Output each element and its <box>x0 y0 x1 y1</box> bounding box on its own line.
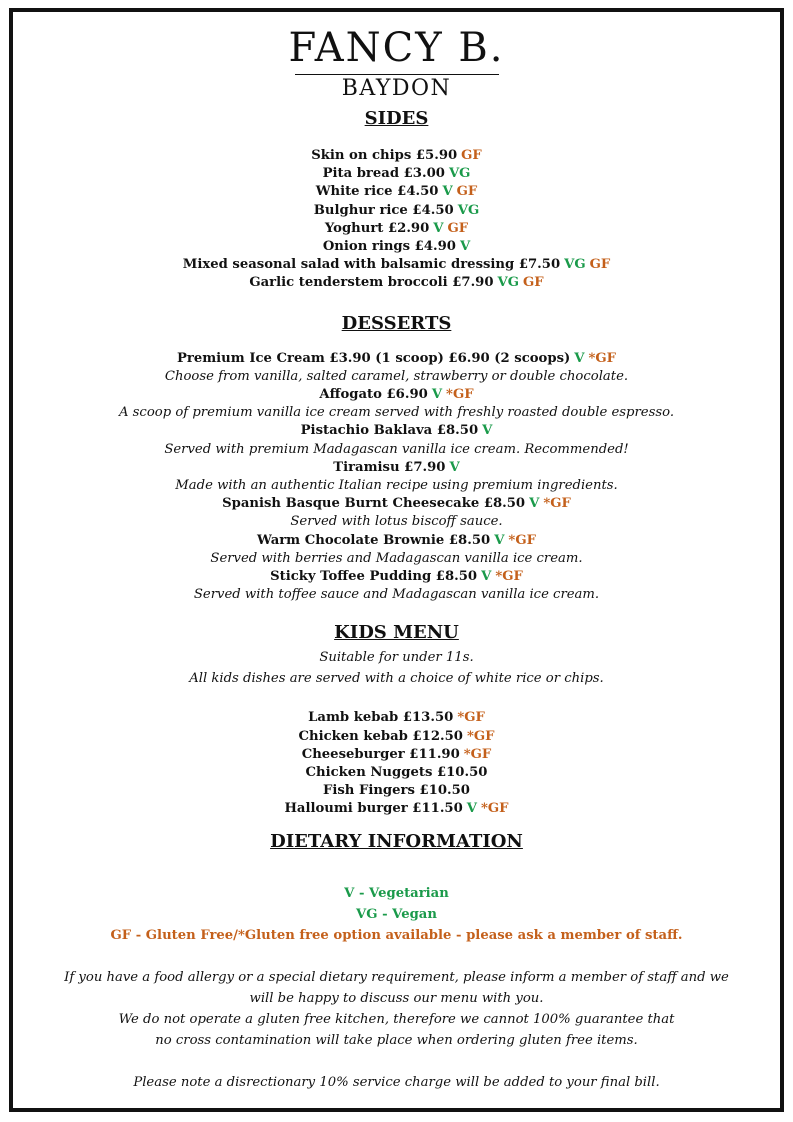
legend-vegetarian: V - Vegetarian <box>344 885 449 901</box>
dietary-tag: V <box>494 532 505 548</box>
menu-item-name-price: Chicken Nuggets £10.50 <box>305 765 488 781</box>
menu-item <box>13 495 780 513</box>
menu-item-name-price: White rice £4.50 <box>315 184 439 200</box>
menu-content <box>13 12 780 1093</box>
service-charge-note: Please note a disrectionary 10% service charge will be added to your final bill. <box>133 1074 660 1090</box>
menu-item-name-price: Halloumi burger £11.50 <box>284 801 463 817</box>
dietary-tag: *GF <box>508 532 536 548</box>
menu-item-name-price: Sticky Toffee Pudding £8.50 <box>270 569 478 585</box>
sides-list <box>13 147 780 293</box>
dietary-tag: V <box>449 459 460 475</box>
kids-intro-sides: All kids dishes are served with a choice of white rice or chips. <box>189 671 604 687</box>
dietary-tag: *GF <box>463 746 492 762</box>
dietary-tag: GF <box>461 148 482 163</box>
dietary-tag: *GF <box>495 569 523 585</box>
menu-item <box>13 350 780 368</box>
dietary-tag: *GF <box>588 350 617 366</box>
dietary-tag: *GF <box>446 387 474 403</box>
menu-item <box>13 202 780 220</box>
allergy-notice <box>13 967 780 1051</box>
allergy-line-1: If you have a food allergy or a special dietary requirement, please inform a member of staff and we <box>64 969 729 985</box>
menu-item-name-price: Cheeseburger £11.90 <box>301 746 460 762</box>
menu-item <box>13 386 780 404</box>
sides-heading: SIDES <box>364 108 429 129</box>
menu-item-name-price: Mixed seasonal salad with balsamic dressing £7.50 <box>182 257 561 273</box>
dietary-tag: *GF <box>543 496 571 512</box>
dietary-tag: *GF <box>481 801 509 817</box>
dietary-tag: V <box>529 496 540 512</box>
menu-item-name-price: Warm Chocolate Brownie £8.50 <box>257 532 491 548</box>
menu-item <box>13 746 780 764</box>
dietary-heading: DIETARY INFORMATION <box>270 830 523 852</box>
menu-item-name-price: Yoghurt £2.90 <box>324 220 430 236</box>
menu-item-name-price: Chicken kebab £12.50 <box>298 728 463 744</box>
dietary-tag: V <box>442 184 453 200</box>
kitchen-line-2: no cross contamination will take place when ordering gluten free items. <box>155 1032 638 1048</box>
kids-intro-age: Suitable for under 11s. <box>319 650 474 666</box>
menu-item <box>13 800 780 818</box>
menu-item-name-price: Skin on chips £5.90 <box>311 148 458 163</box>
desserts-list <box>13 350 780 605</box>
menu-item-name-price: Lamb kebab £13.50 <box>308 710 454 726</box>
dietary-legend <box>13 883 780 946</box>
menu-item-name-price: Pita bread £3.00 <box>322 166 445 182</box>
menu-item <box>13 459 780 477</box>
dietary-tag: V <box>433 220 444 236</box>
legend-gluten-free: GF - Gluten Free/*Gluten free option available - please ask a member of staff. <box>110 927 683 943</box>
menu-item-name-price: Fish Fingers £10.50 <box>323 783 470 799</box>
brand-divider <box>295 74 499 75</box>
menu-item <box>13 238 780 256</box>
dietary-tag: VG <box>457 202 480 218</box>
menu-item <box>13 728 780 746</box>
menu-item-name-price: Onion rings £4.90 <box>322 239 456 255</box>
menu-item <box>13 183 780 201</box>
menu-item <box>13 422 780 440</box>
menu-item-name-price: Spanish Basque Burnt Cheesecake £8.50 <box>222 496 526 512</box>
menu-item-description: A scoop of premium vanilla ice cream served with freshly roasted double espresso. <box>118 405 675 421</box>
menu-page <box>9 8 784 1112</box>
menu-item <box>13 165 780 183</box>
menu-item <box>13 256 780 274</box>
dietary-tag: V <box>459 239 471 255</box>
menu-item <box>13 782 780 800</box>
desserts-heading: DESSERTS <box>341 312 452 334</box>
dietary-tag: V <box>466 801 478 817</box>
menu-item <box>13 147 780 165</box>
menu-item-name-price: Garlic tenderstem broccoli £7.90 <box>249 275 494 291</box>
menu-item <box>13 709 780 727</box>
menu-item-name-price: Affogato £6.90 <box>319 387 428 403</box>
menu-item <box>13 532 780 550</box>
menu-item <box>13 568 780 586</box>
dietary-tag: GF <box>447 220 469 236</box>
kitchen-line-1: We do not operate a gluten free kitchen, therefore we cannot 100% guarantee that <box>118 1011 675 1027</box>
kids-menu-heading: KIDS MENU <box>334 622 459 644</box>
menu-item-name-price: Bulghur rice £4.50 <box>313 202 454 218</box>
dietary-tag: V <box>431 387 443 403</box>
menu-item-description: Made with an authentic Italian recipe using premium ingredients. <box>175 478 618 494</box>
restaurant-location: BAYDON <box>341 76 452 101</box>
menu-item-description: Served with lotus biscoff sauce. <box>290 514 503 530</box>
dietary-tag: *GF <box>466 728 495 744</box>
kids-list <box>13 709 780 818</box>
menu-item-description: Served with premium Madagascan vanilla ice cream. Recommended! <box>164 441 629 457</box>
menu-item-name-price: Premium Ice Cream £3.90 (1 scoop) £6.90 (2 scoops) <box>176 350 571 366</box>
dietary-tag: VG <box>564 257 586 273</box>
dietary-tag: V <box>574 350 585 366</box>
restaurant-name: FANCY B. <box>288 25 505 71</box>
allergy-line-2: will be happy to discuss our menu with you. <box>249 990 544 1006</box>
menu-item <box>13 274 780 292</box>
dietary-tag: GF <box>589 257 611 273</box>
dietary-tag: VG <box>497 275 520 291</box>
menu-item-description: Served with berries and Madagascan vanilla ice cream. <box>210 550 583 566</box>
menu-item-description: Served with toffee sauce and Madagascan vanilla ice cream. <box>193 587 600 603</box>
legend-vegan: VG - Vegan <box>356 906 437 922</box>
menu-item-name-price: Pistachio Baklava £8.50 <box>300 423 479 439</box>
menu-item <box>13 764 780 782</box>
dietary-tag: VG <box>448 166 471 182</box>
menu-item-name-price: Tiramisu £7.90 <box>333 459 446 475</box>
dietary-tag: V <box>482 423 493 439</box>
dietary-tag: GF <box>523 275 544 291</box>
menu-item-description: Choose from vanilla, salted caramel, strawberry or double chocolate. <box>164 368 629 384</box>
dietary-tag: *GF <box>457 710 485 726</box>
dietary-tag: V <box>481 569 492 585</box>
menu-item <box>13 220 780 238</box>
dietary-tag: GF <box>456 184 478 200</box>
